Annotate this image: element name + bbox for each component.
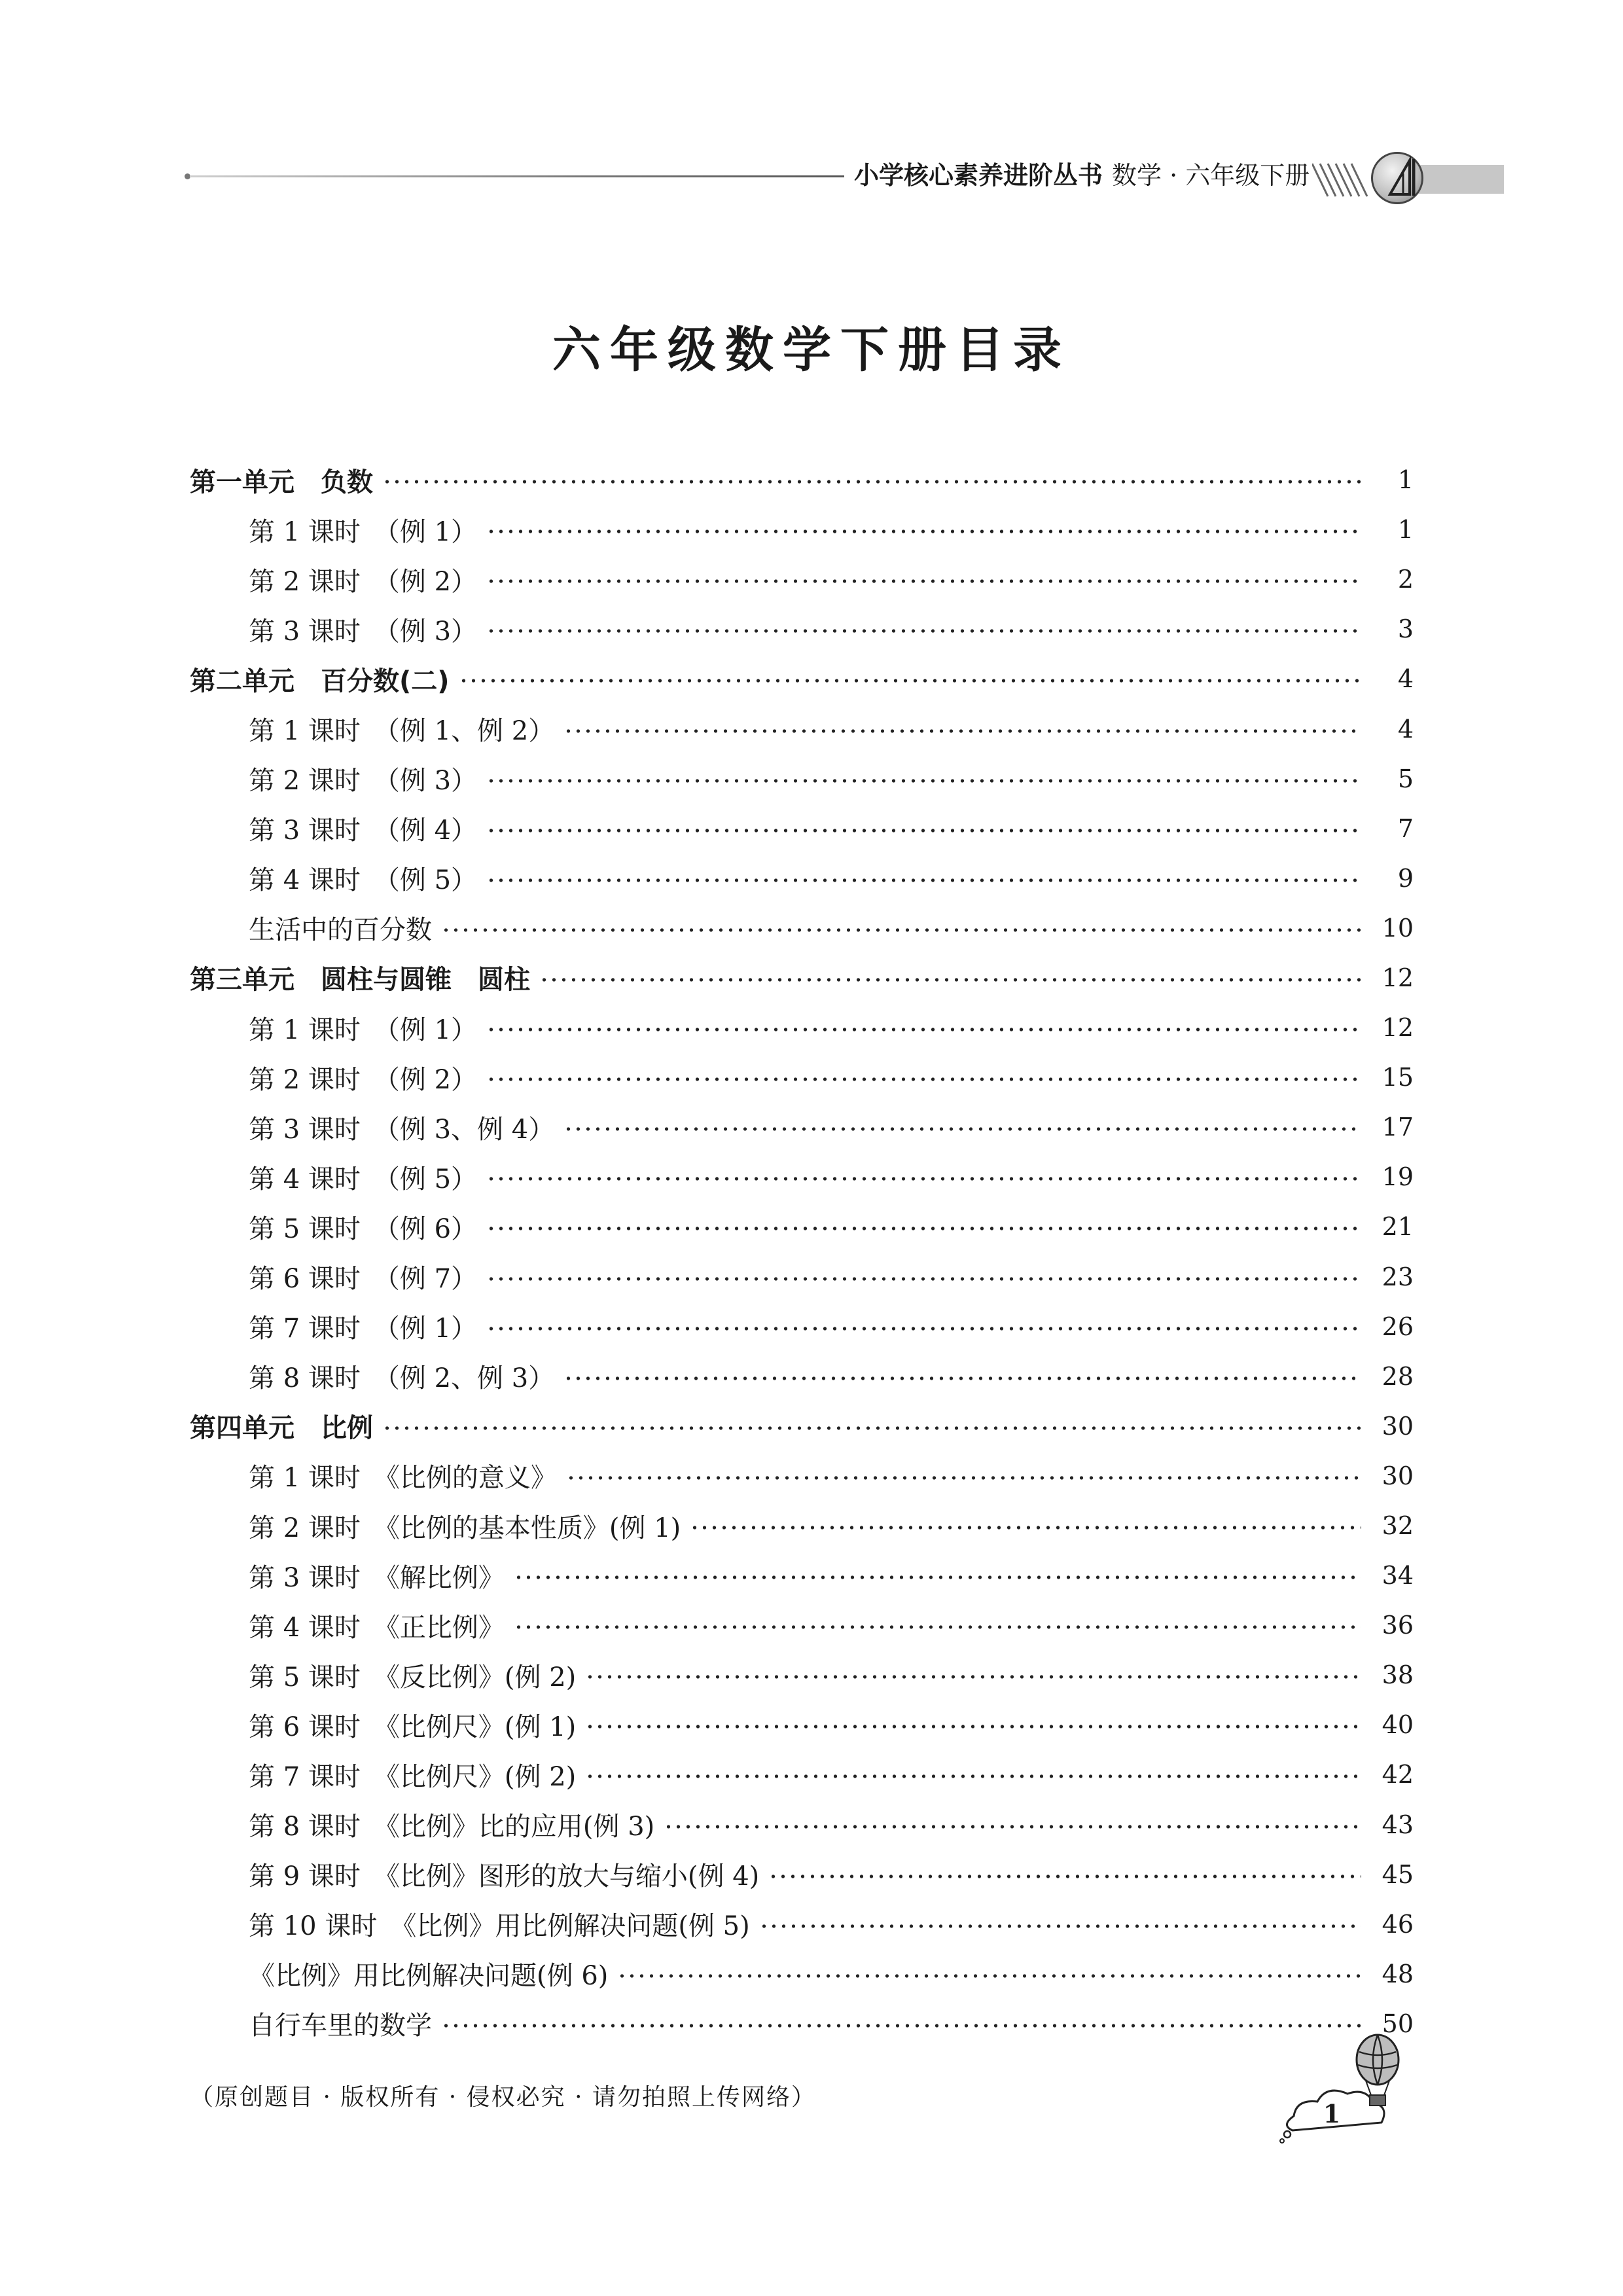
toc-entry-label: 《比例》用比例解决问题(例 6) xyxy=(249,1961,609,1992)
toc-page-number: 12 xyxy=(1382,963,1414,992)
toc-page-number: 38 xyxy=(1382,1660,1414,1690)
toc-page-number: 2 xyxy=(1397,565,1414,594)
dot-leader xyxy=(382,479,1361,484)
toc-page-number: 17 xyxy=(1382,1113,1414,1142)
toc-lesson-row xyxy=(190,1202,1414,1251)
toc-page-number: 48 xyxy=(1382,1959,1414,1988)
toc-entry-label: 自行车里的数学 xyxy=(249,2011,432,2041)
toc-lesson-row xyxy=(190,554,1414,604)
toc-entry-label: 第 3 课时 《解比例》 xyxy=(249,1562,505,1593)
toc-page-number: 12 xyxy=(1382,1013,1414,1043)
toc-lesson-row xyxy=(190,1152,1414,1202)
toc-entry-label: 第 2 课时 （例 2） xyxy=(249,1064,478,1095)
dot-leader xyxy=(441,2023,1361,2028)
dot-leader xyxy=(486,579,1361,584)
toc-entry-label: 第 7 课时 （例 1） xyxy=(249,1314,478,1344)
toc-entry-label: 第 4 课时 《正比例》 xyxy=(249,1612,505,1643)
toc-page-number: 7 xyxy=(1397,814,1414,843)
copyright-notice: （原创题目 · 版权所有 · 侵权必究 · 请勿拍照上传网络） xyxy=(190,2084,816,2111)
toc-entry-label: 第 3 课时 （例 4） xyxy=(249,816,478,846)
toc-entry-label: 第 1 课时 （例 1） xyxy=(249,1014,478,1045)
toc-lesson-row xyxy=(190,1451,1414,1501)
toc-page-number: 43 xyxy=(1382,1810,1414,1839)
toc-page-number: 3 xyxy=(1397,615,1414,644)
dot-leader xyxy=(514,1624,1361,1630)
toc-page-number: 4 xyxy=(1397,664,1414,694)
toc-page-number: 36 xyxy=(1382,1611,1414,1640)
toc-lesson-row xyxy=(190,1551,1414,1600)
ruler-triangle-icon xyxy=(1381,154,1427,203)
dot-leader xyxy=(563,728,1361,734)
dot-leader xyxy=(768,1874,1361,1879)
toc-entry-label: 第 2 课时 （例 3） xyxy=(249,766,478,797)
toc-entry-label: 第 8 课时 （例 2、例 3） xyxy=(249,1363,555,1394)
toc-page-number: 1 xyxy=(1397,515,1414,545)
toc-entry-label: 生活中的百分数 xyxy=(249,915,432,946)
toc-lesson-row xyxy=(190,1800,1414,1850)
dot-leader xyxy=(690,1525,1361,1530)
toc-entry-label: 第 6 课时 （例 7） xyxy=(249,1264,478,1295)
page-number: 1 xyxy=(1323,2099,1341,2128)
toc-unit-row xyxy=(190,953,1414,1003)
dot-leader xyxy=(382,1426,1361,1431)
dot-leader xyxy=(585,1774,1361,1779)
dot-leader xyxy=(486,628,1361,634)
toc-entry-label: 第 6 课时 《比例尺》(例 1) xyxy=(249,1712,577,1742)
toc-page-number: 34 xyxy=(1382,1561,1414,1590)
toc-lesson-row xyxy=(190,1850,1414,1899)
toc-lesson-row xyxy=(190,754,1414,804)
toc-lesson-row xyxy=(190,1700,1414,1749)
toc-page-number: 50 xyxy=(1382,2009,1414,2038)
dot-leader xyxy=(585,1674,1361,1679)
toc-entry-label: 第二单元 百分数(二) xyxy=(190,666,450,696)
toc-entry-label: 第 5 课时 《反比例》(例 2) xyxy=(249,1662,577,1693)
toc-unit-row xyxy=(190,654,1414,704)
dot-leader xyxy=(585,1724,1361,1729)
toc-page-number: 10 xyxy=(1382,913,1414,942)
series-title xyxy=(854,156,1325,195)
diagonal-stripes-decoration xyxy=(1312,151,1378,203)
dot-leader xyxy=(486,1176,1361,1181)
toc-entry-label: 第 1 课时 （例 1） xyxy=(249,516,478,547)
toc-lesson-row xyxy=(190,1302,1414,1352)
toc-page-number: 23 xyxy=(1382,1262,1414,1291)
dot-leader xyxy=(486,1276,1361,1282)
toc-entry-label: 第 2 课时 《比例的基本性质》(例 1) xyxy=(249,1513,681,1543)
toc-lesson-row xyxy=(190,1352,1414,1401)
toc-lesson-row xyxy=(190,903,1414,953)
hot-air-balloon-icon xyxy=(1279,2032,1410,2150)
series-subtitle: 数学 · 六年级下册 xyxy=(1112,161,1310,190)
toc-page-number: 1 xyxy=(1397,465,1414,495)
toc-page-number: 32 xyxy=(1382,1511,1414,1541)
toc-entry-label: 第 1 课时 （例 1、例 2） xyxy=(249,716,555,747)
toc-page-number: 46 xyxy=(1382,1909,1414,1939)
toc-lesson-row xyxy=(190,1252,1414,1302)
toc-entry-label: 第 4 课时 （例 5） xyxy=(249,1164,478,1194)
toc-page-number: 28 xyxy=(1382,1361,1414,1391)
toc-entry-label: 第 9 课时 《比例》图形的放大与缩小(例 4) xyxy=(249,1861,760,1892)
dot-leader xyxy=(486,878,1361,883)
dot-leader xyxy=(486,1077,1361,1082)
toc-entry-label: 第四单元 比例 xyxy=(190,1413,373,1444)
toc-lesson-row xyxy=(190,1003,1414,1052)
dot-leader xyxy=(664,1824,1361,1829)
toc-page-number: 42 xyxy=(1382,1760,1414,1789)
dot-leader xyxy=(486,529,1361,534)
toc-entry-label: 第 1 课时 《比例的意义》 xyxy=(249,1463,557,1494)
dot-leader xyxy=(759,1924,1361,1929)
dot-leader xyxy=(563,1126,1361,1132)
toc-entry-label: 第 8 课时 《比例》比的应用(例 3) xyxy=(249,1812,655,1842)
toc-entry-label: 第 2 课时 （例 2） xyxy=(249,566,478,597)
toc-page-number: 21 xyxy=(1382,1212,1414,1242)
toc-entry-label: 第一单元 负数 xyxy=(190,467,373,497)
header-rule xyxy=(190,175,844,177)
table-of-contents xyxy=(190,455,1414,2049)
toc-lesson-row xyxy=(190,704,1414,753)
toc-entry-label: 第 7 课时 《比例尺》(例 2) xyxy=(249,1761,577,1792)
toc-lesson-row xyxy=(190,1102,1414,1152)
dot-leader xyxy=(566,1475,1361,1480)
toc-page-number: 30 xyxy=(1382,1411,1414,1441)
dot-leader xyxy=(486,1326,1361,1331)
toc-page-number: 30 xyxy=(1382,1461,1414,1490)
toc-lesson-row xyxy=(190,1999,1414,2049)
toc-lesson-row xyxy=(190,1949,1414,1999)
toc-entry-label: 第 10 课时 《比例》用比例解决问题(例 5) xyxy=(249,1911,750,1942)
toc-lesson-row xyxy=(190,505,1414,554)
dot-leader xyxy=(441,927,1361,933)
dot-leader xyxy=(486,828,1361,833)
toc-entry-label: 第 3 课时 （例 3、例 4） xyxy=(249,1114,555,1145)
dot-leader xyxy=(459,678,1361,683)
dot-leader xyxy=(486,778,1361,783)
toc-page-number: 4 xyxy=(1397,714,1414,744)
toc-page-number: 26 xyxy=(1382,1312,1414,1341)
page-title: 六年级数学下册目录 xyxy=(552,322,1071,378)
dot-leader xyxy=(514,1575,1361,1580)
toc-lesson-row xyxy=(190,1650,1414,1700)
toc-unit-row xyxy=(190,1401,1414,1451)
dot-leader xyxy=(563,1376,1361,1381)
toc-lesson-row xyxy=(190,804,1414,853)
toc-entry-label: 第 3 课时 （例 3） xyxy=(249,616,478,647)
toc-page-number: 15 xyxy=(1382,1063,1414,1092)
toc-lesson-row xyxy=(190,853,1414,903)
toc-entry-label: 第 5 课时 （例 6） xyxy=(249,1213,478,1244)
toc-unit-row xyxy=(190,455,1414,505)
toc-page-number: 40 xyxy=(1382,1710,1414,1740)
series-name: 小学核心素养进阶丛书 xyxy=(854,161,1103,190)
dot-leader xyxy=(617,1973,1361,1979)
toc-lesson-row xyxy=(190,1052,1414,1102)
toc-entry-label: 第三单元 圆柱与圆锥 圆柱 xyxy=(190,965,530,996)
toc-lesson-row xyxy=(190,1899,1414,1949)
toc-lesson-row xyxy=(190,604,1414,654)
toc-lesson-row xyxy=(190,1501,1414,1551)
toc-page-number: 45 xyxy=(1382,1859,1414,1889)
toc-lesson-row xyxy=(190,1749,1414,1799)
dot-leader xyxy=(486,1027,1361,1032)
toc-page-number: 19 xyxy=(1382,1162,1414,1192)
toc-lesson-row xyxy=(190,1600,1414,1650)
running-header xyxy=(0,0,1623,223)
toc-page-number: 9 xyxy=(1397,863,1414,893)
toc-entry-label: 第 4 课时 （例 5） xyxy=(249,865,478,896)
toc-page-number: 5 xyxy=(1397,764,1414,793)
dot-leader xyxy=(539,977,1361,982)
dot-leader xyxy=(486,1226,1361,1231)
